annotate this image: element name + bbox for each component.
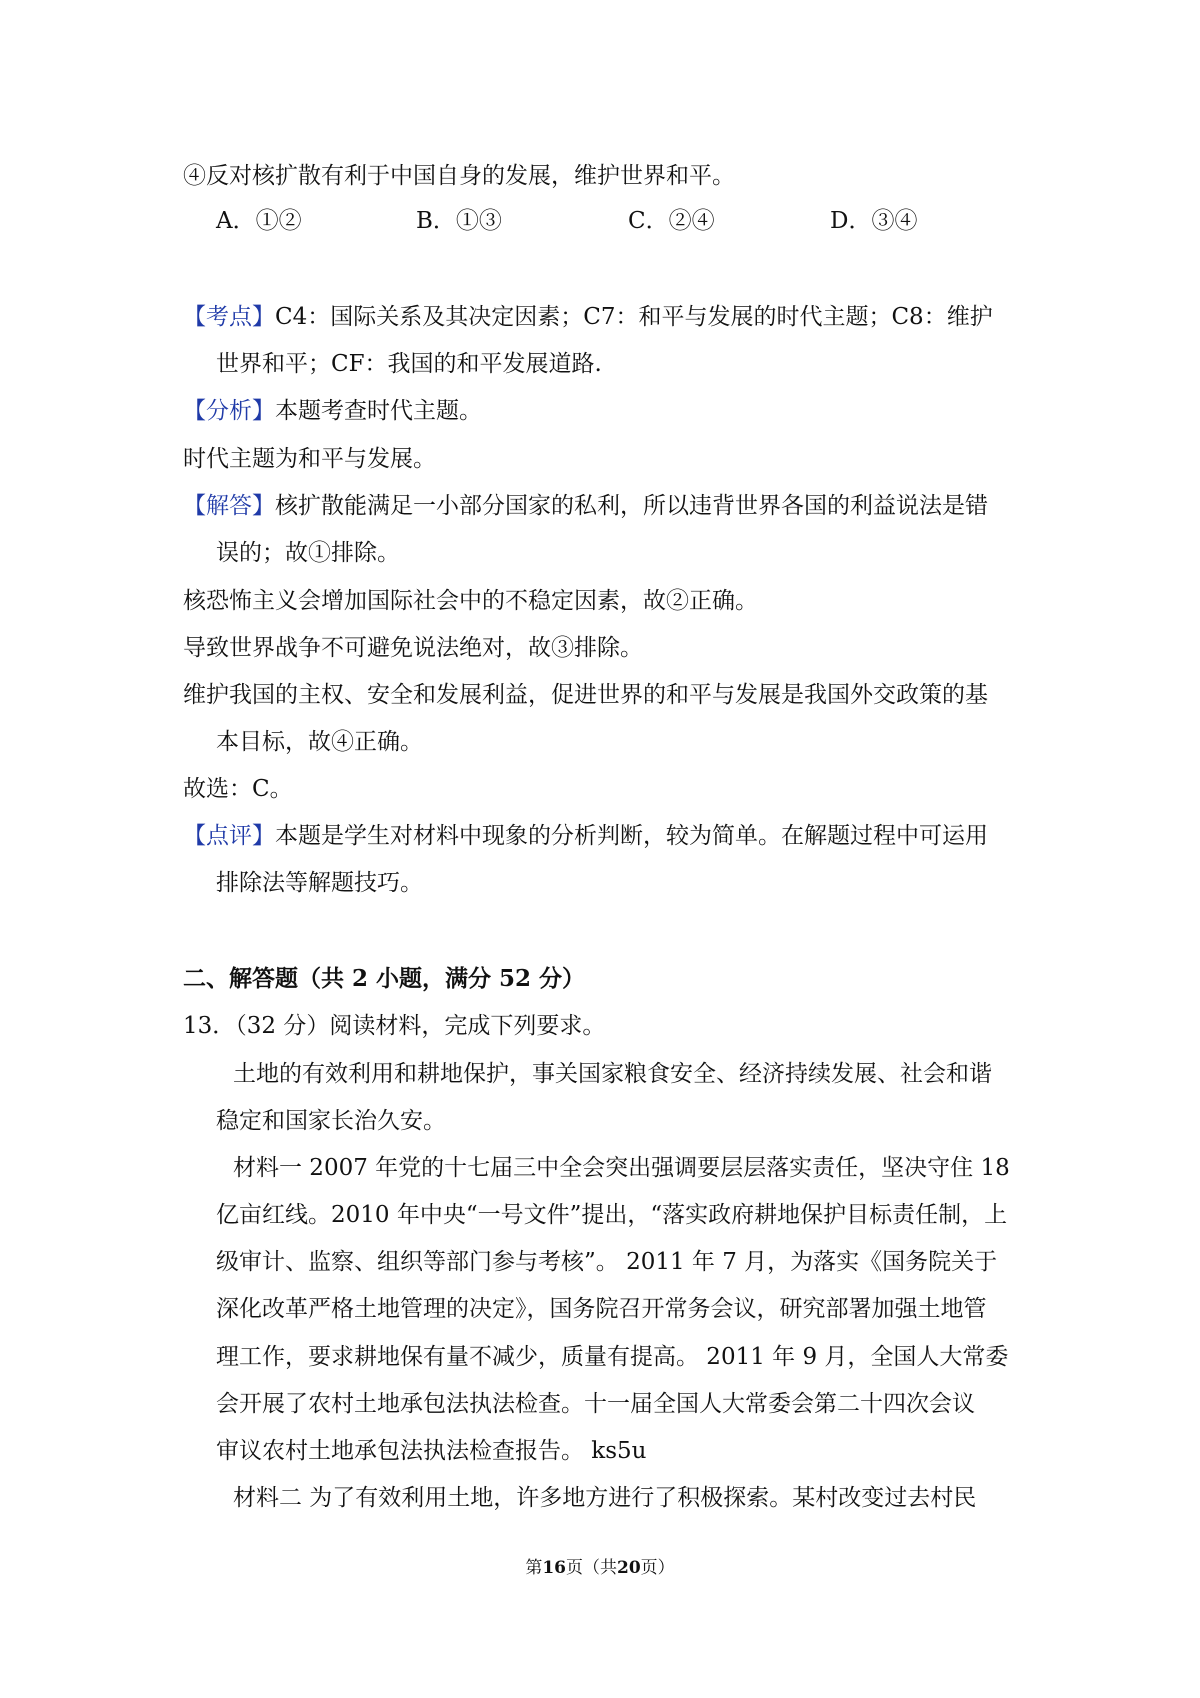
option-d: D．③④: [830, 208, 918, 234]
fenxi-line-2: 时代主题为和平与发展。: [183, 446, 436, 472]
page-footer: [0, 1553, 1200, 1578]
option-a: A．①②: [216, 208, 302, 234]
jieda-text-1: 核扩散能满足一小部分国家的私利，所以违背世界各国的利益说法是错: [275, 493, 988, 519]
section-2-heading: 二、解答题（共 2 小题，满分 52 分）: [183, 965, 586, 992]
fenxi-text-1: 本题考查时代主题。: [275, 398, 482, 424]
fenxi-tag: 【分析】: [183, 398, 275, 424]
dianping-line-1: [183, 817, 988, 850]
q13-intro-line-2: 稳定和国家长治久安。: [216, 1108, 446, 1134]
jieda-line-5: 维护我国的主权、安全和发展利益，促进世界的和平与发展是我国外交政策的基: [183, 682, 988, 708]
footer-page-number: 16: [542, 1558, 566, 1578]
kaodian-line-1: [183, 298, 993, 331]
footer-suffix: 页）: [640, 1558, 675, 1578]
material-1-line-7: 审议农村土地承包法执法检查报告。 ks5u: [216, 1438, 647, 1464]
fenxi-line-1: [183, 392, 482, 425]
material-1-line-1: 材料一 2007 年党的十七届三中全会突出强调要层层落实责任，坚决守住 18: [233, 1155, 1010, 1181]
jieda-answer: 故选：C。: [183, 776, 293, 802]
option-c: C．②④: [628, 208, 715, 234]
material-1-line-3: 级审计、监察、组织等部门参与考核”。 2011 年 7 月，为落实《国务院关于: [216, 1249, 998, 1275]
footer-total-pages: 20: [617, 1558, 641, 1578]
jieda-line-1: [183, 487, 988, 520]
kaodian-tag: 【考点】: [183, 304, 275, 330]
kaodian-text-1: C4：国际关系及其决定因素；C7：和平与发展的时代主题；C8：维护: [275, 304, 993, 330]
material-1-line-4: 深化改革严格土地管理的决定》，国务院召开常务会议，研究部署加强土地管: [216, 1296, 987, 1322]
jieda-line-3: 核恐怖主义会增加国际社会中的不稳定因素，故②正确。: [183, 588, 758, 614]
material-1-line-5: 理工作，要求耕地保有量不减少，质量有提高。 2011 年 9 月，全国人大常委: [216, 1344, 1009, 1370]
jieda-line-2: 误的；故①排除。: [216, 540, 400, 566]
q12-item-4: ④反对核扩散有利于中国自身的发展，维护世界和平。: [183, 163, 735, 189]
option-b: B．①③: [416, 208, 502, 234]
jieda-tag: 【解答】: [183, 493, 275, 519]
jieda-line-6: 本目标，故④正确。: [216, 729, 423, 755]
material-1-line-2: 亿亩红线。2010 年中央“一号文件”提出，“落实政府耕地保护目标责任制，上: [216, 1202, 1008, 1228]
q13-intro-line-1: 土地的有效利用和耕地保护，事关国家粮食安全、经济持续发展、社会和谐: [233, 1061, 992, 1087]
q13-stem: 13．（32 分）阅读材料，完成下列要求。: [183, 1013, 606, 1039]
dianping-text-1: 本题是学生对材料中现象的分析判断，较为简单。在解题过程中可运用: [275, 823, 988, 849]
dianping-tag: 【点评】: [183, 823, 275, 849]
jieda-line-4: 导致世界战争不可避免说法绝对，故③排除。: [183, 635, 643, 661]
footer-prefix: 第: [525, 1558, 543, 1578]
kaodian-line-2: 世界和平；CF：我国的和平发展道路.: [216, 351, 602, 377]
material-2-line-1: 材料二 为了有效利用土地，许多地方进行了积极探索。某村改变过去村民: [233, 1485, 977, 1511]
footer-middle: 页（共: [566, 1558, 617, 1578]
dianping-line-2: 排除法等解题技巧。: [216, 870, 423, 896]
material-1-line-6: 会开展了农村土地承包法执法检查。十一届全国人大常委会第二十四次会议: [216, 1391, 975, 1417]
